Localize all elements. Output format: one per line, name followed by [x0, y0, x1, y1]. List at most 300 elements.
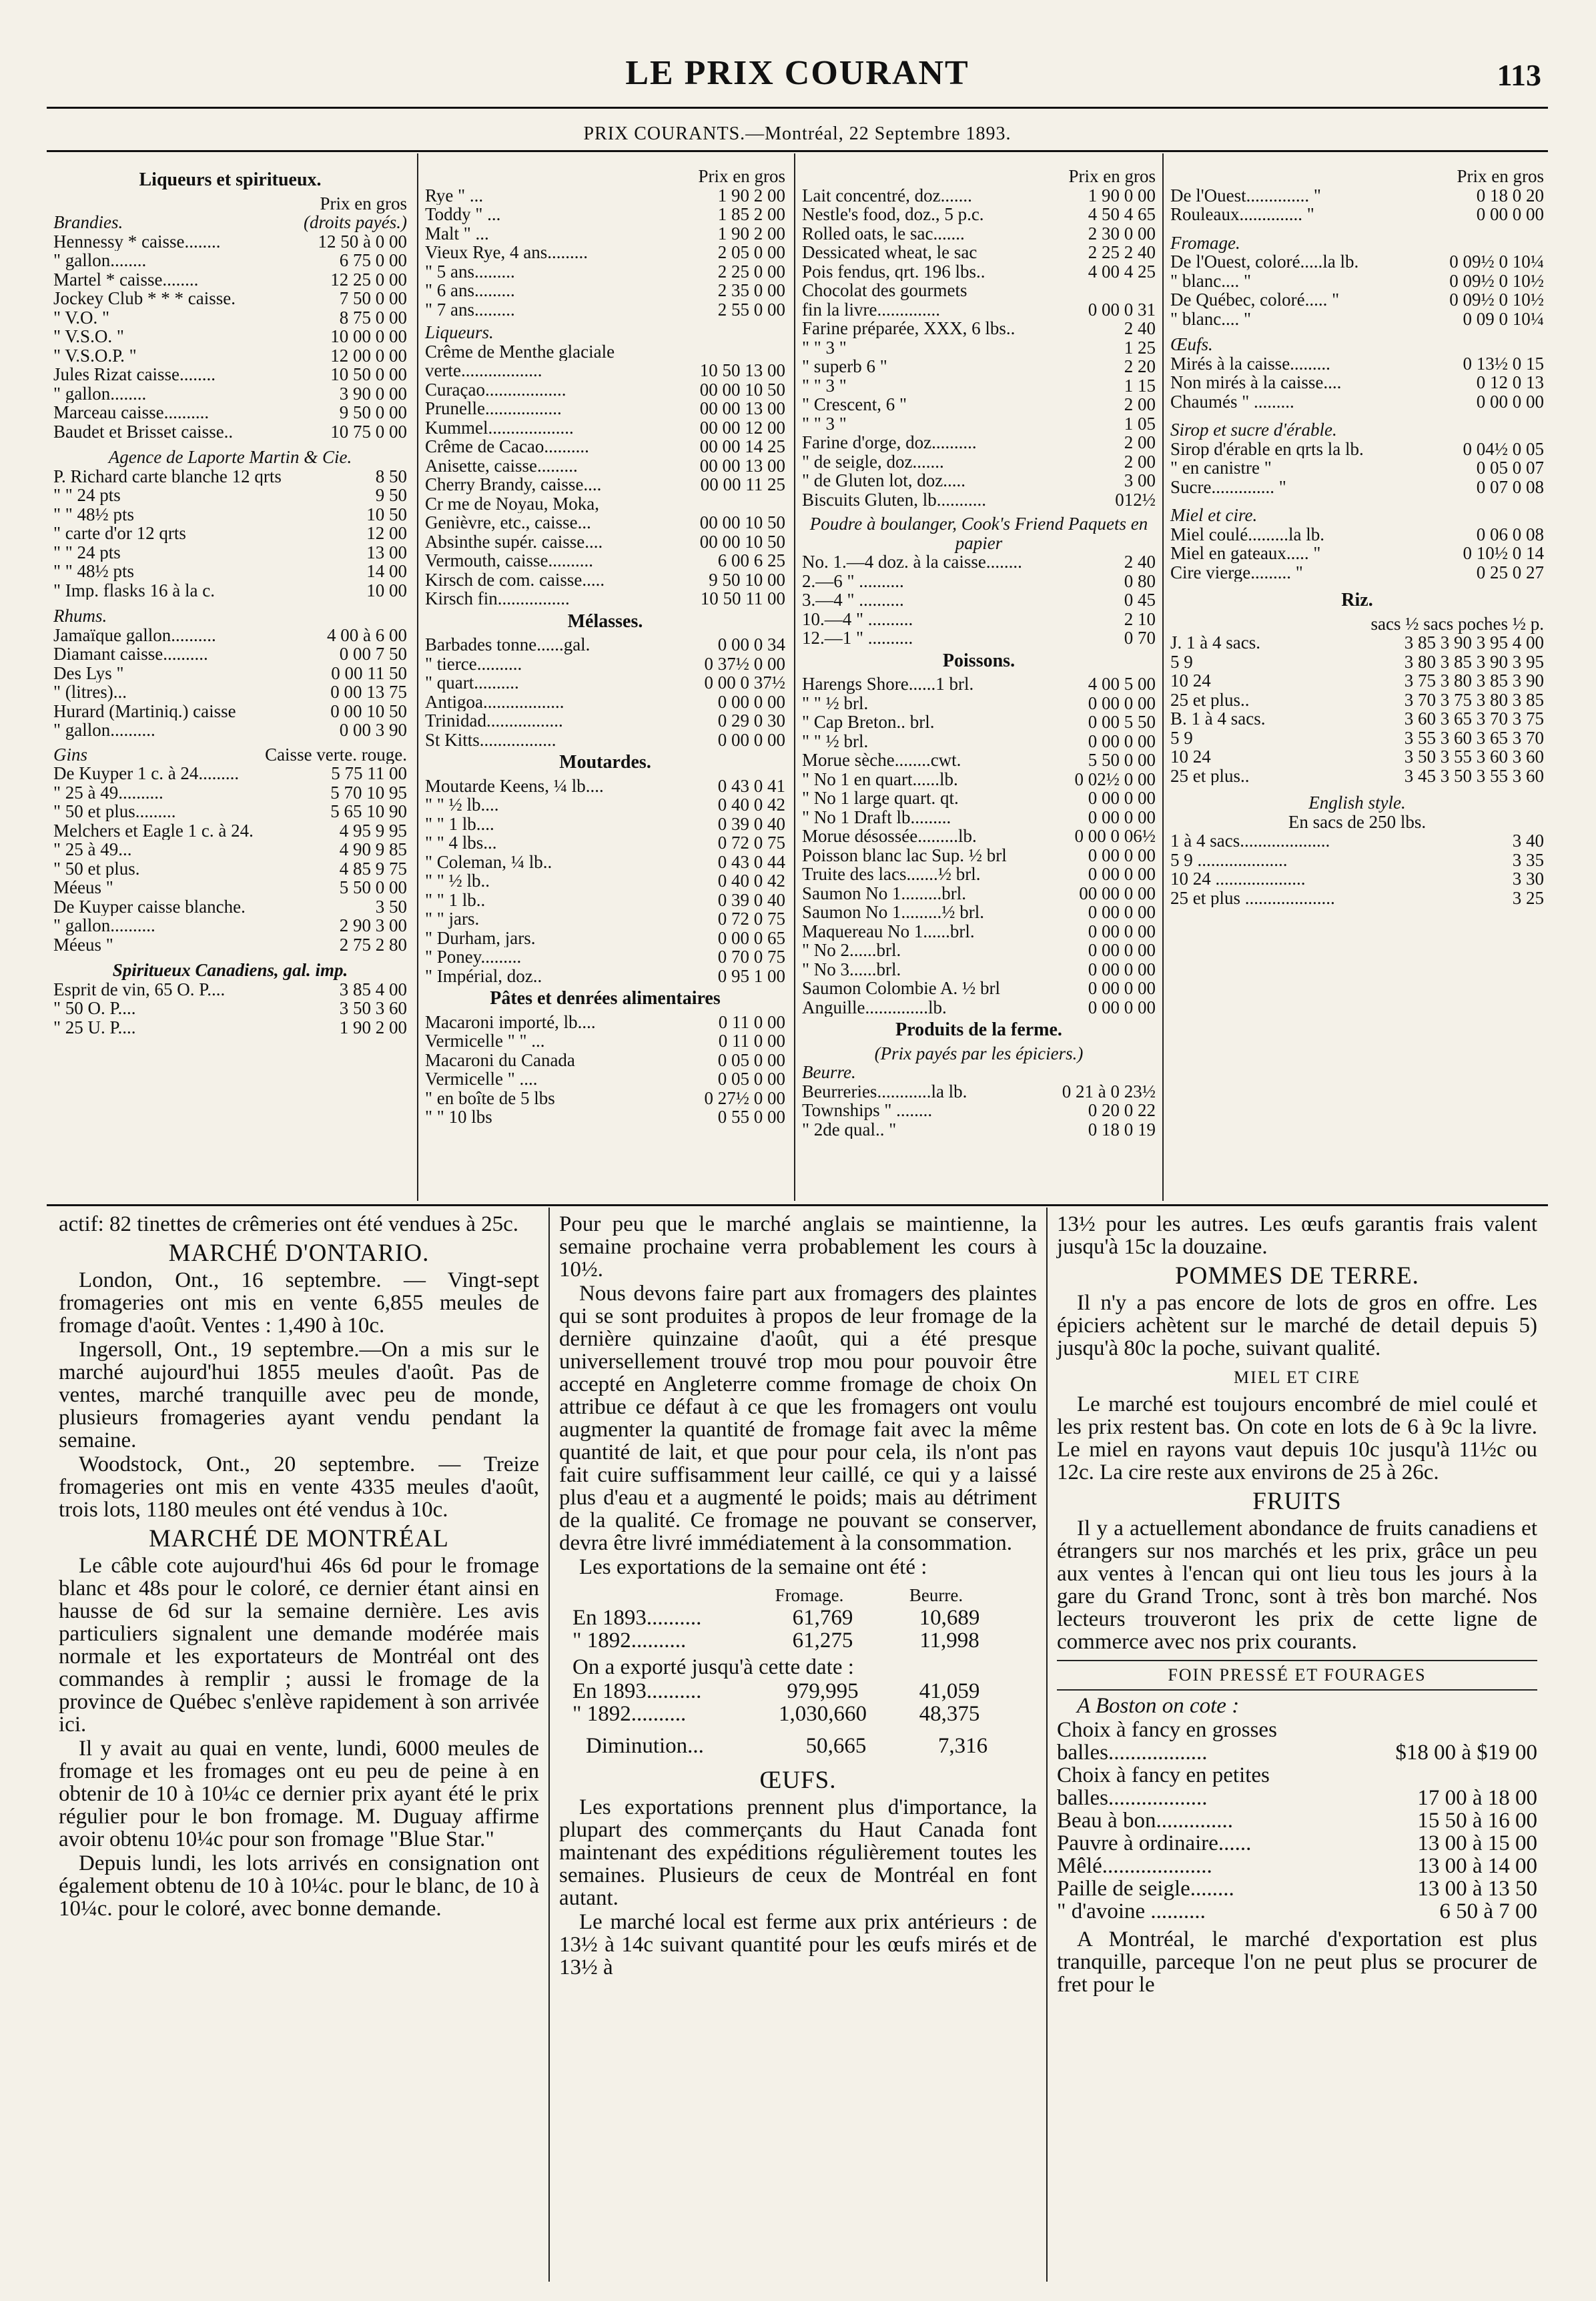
item-price: 3 75 3 80 3 85 3 90 — [1404, 671, 1544, 691]
price-row — [802, 846, 1156, 865]
price-row — [802, 979, 1156, 998]
item-price: 3 45 3 50 3 55 3 60 — [1404, 766, 1544, 785]
fruits-title: FRUITS — [1252, 1488, 1342, 1515]
foin-item: Mêlé.................... — [1057, 1854, 1212, 1878]
item-price: 2 05 0 00 — [717, 243, 785, 262]
boston-label: A Boston on cote : — [1077, 1694, 1240, 1718]
moutardes-list — [425, 777, 785, 986]
price-row — [53, 289, 407, 308]
item-name: " superb 6 " — [802, 357, 887, 376]
price-row — [1170, 851, 1544, 870]
item-price: 12 50 à 0 00 — [318, 232, 407, 251]
item-name: Jockey Club * * * caisse. — [53, 289, 236, 308]
pates-list — [425, 1013, 785, 1127]
item-name: Méeus " — [53, 935, 113, 954]
price-row — [53, 935, 407, 955]
item-name: Miel en gateaux..... " — [1170, 544, 1321, 563]
item-price: 10 75 0 00 — [330, 422, 407, 441]
epicerie-list — [802, 186, 1156, 510]
item-price: 5 70 10 95 — [330, 783, 407, 802]
item-price: 0 05 0 00 — [717, 1050, 785, 1069]
export-cell: 11,998 — [919, 1629, 979, 1653]
price-row — [425, 551, 785, 570]
item-name: " Cap Breton.. brl. — [802, 713, 935, 732]
price-row — [425, 635, 785, 654]
price-row — [1170, 525, 1544, 544]
item-price: 0 39 0 40 — [717, 890, 785, 909]
item-name: " Poney......... — [425, 947, 522, 967]
item-name: Malt " ... — [425, 223, 489, 243]
price-row — [802, 376, 1156, 396]
item-price: 10 50 11 00 — [700, 589, 785, 608]
page-number: 113 — [1497, 58, 1541, 92]
item-name: Kummel................... — [425, 418, 574, 437]
price-row — [1170, 633, 1544, 652]
item-name: Cherry Brandy, caisse.... — [425, 475, 602, 494]
price-row — [53, 916, 407, 935]
export-row — [559, 1703, 1037, 1725]
item-name: Melchers et Eagle 1 c. à 24. — [53, 821, 254, 840]
item-name: Anguille..............lb. — [802, 997, 947, 1017]
item-name: Chaumés " ......... — [1170, 392, 1294, 411]
item-name: " de seigle, doz....... — [802, 452, 944, 471]
price-row — [53, 384, 407, 404]
price-row — [53, 346, 407, 366]
item-price: 0 00 0 00 — [1088, 731, 1156, 751]
item-name: " 25 à 49... — [53, 840, 132, 859]
price-row — [802, 922, 1156, 941]
price-row — [425, 967, 785, 986]
price-row — [53, 702, 407, 721]
item-name: Biscuits Gluten, lb........... — [802, 490, 986, 509]
price-row — [53, 878, 407, 897]
riz-label: Riz. — [1341, 590, 1373, 610]
price-row — [53, 524, 407, 543]
item-price: 0 12 0 13 — [1476, 373, 1544, 392]
item-name: " tierce.......... — [425, 654, 522, 673]
item-price: 00 00 12 00 — [699, 418, 785, 437]
item-name: Kirsch fin................ — [425, 589, 570, 608]
fruits-p: Il y a actuellement abondance de fruits canadiens et étrangers sur nos marchés et les prix, grâce un peu aux ventes à l'encan qui ont lieu tous les jours à la gare du Grand Tronc, sont à très bon marché. Nos lecteurs trouveront les prix de cette ligne de commerce avec nos prix courants. — [1057, 1516, 1537, 1654]
foin-item: " d'avoine .......... — [1057, 1899, 1206, 1923]
item-price: 0 95 1 00 — [717, 966, 785, 985]
item-price: 0 00 0 00 — [1088, 845, 1156, 865]
column-divider — [1046, 1208, 1048, 2282]
item-price: 0 07 0 08 — [1476, 477, 1544, 496]
item-price: 0 13½ 0 15 — [1463, 354, 1544, 373]
price-row — [802, 998, 1156, 1017]
foin-row — [1057, 1719, 1537, 1741]
price-row — [425, 1051, 785, 1070]
foin-item: Pauvre à ordinaire...... — [1057, 1831, 1252, 1855]
section-title-liqueurs: Liqueurs et spiritueux. — [139, 169, 322, 190]
ontario-p2: Ingersoll, Ont., 19 septembre.—On a mis sur le marché aujourd'hui 1855 meules d'août. Pas de ventes, marché tranquille avec peu de monde, plusieurs fromageries ayant vendu pendant la semaine. — [59, 1338, 539, 1452]
price-row — [802, 694, 1156, 713]
item-name: Non mirés à la caisse.... — [1170, 373, 1342, 392]
price-row — [425, 437, 785, 456]
foin-row — [1057, 1787, 1537, 1809]
item-price: 3 85 4 00 — [339, 979, 407, 999]
miel-label: Miel et cire. — [1170, 505, 1258, 525]
price-header: Prix en gros — [320, 193, 407, 213]
item-price: 0 00 0 37½ — [704, 673, 785, 693]
beurre-list — [802, 1082, 1156, 1139]
brandies-header — [53, 213, 407, 232]
price-row — [802, 1101, 1156, 1120]
item-price: 2 00 — [1124, 452, 1156, 471]
riz-cols: sacs ½ sacs poches ½ p. — [1370, 613, 1544, 634]
price-row — [802, 960, 1156, 979]
item-name: Morue sèche........cwt. — [802, 751, 961, 770]
item-name: Beurreries............la lb. — [802, 1081, 967, 1101]
item-name: Farine d'orge, doz.......... — [802, 433, 977, 452]
item-price: 0 09 0 10¼ — [1463, 309, 1544, 328]
item-price: 2 30 0 00 — [1088, 223, 1156, 243]
miel-list — [1170, 525, 1544, 582]
price-row — [802, 865, 1156, 884]
item-name: " blanc.... " — [1170, 309, 1252, 328]
item-price: 10 50 0 00 — [330, 365, 407, 384]
item-price: 9 50 — [375, 486, 407, 505]
item-price: 0 00 5 50 — [1088, 713, 1156, 732]
item-name: " No 1 Draft lb......... — [802, 807, 951, 827]
c3-p0: 13½ pour les autres. Les œufs garantis frais valent jusqu'à 15c la douzaine. — [1057, 1212, 1537, 1259]
export-cell: 41,059 — [919, 1679, 980, 1703]
item-name: " " ½ lb.... — [425, 795, 499, 815]
item-price: 10 50 13 00 — [699, 361, 785, 380]
gins-label: Gins — [53, 745, 88, 764]
price-row — [1170, 440, 1544, 459]
item-price: 2 75 2 80 — [339, 935, 407, 954]
item-price: 1 90 0 00 — [1088, 185, 1156, 205]
foin-item: balles.................. — [1057, 1741, 1208, 1765]
item-price: 2 55 0 00 — [717, 300, 785, 319]
foin-row — [1057, 1764, 1537, 1787]
item-price: 10 50 — [366, 504, 407, 524]
price-row — [425, 833, 785, 853]
english-list — [1170, 831, 1544, 907]
fromage-label: Fromage. — [1170, 232, 1240, 253]
item-name: " No 1 large quart. qt. — [802, 789, 959, 808]
miel-p: Le marché est toujours encombré de miel coulé et les prix restent bas. On cote en lots de 6 à 9c la livre. Le miel en rayons vaut depuis 10c jusqu'à 11½c ou 12c. La cire reste aux environs de 25 à 26c. — [1057, 1392, 1537, 1484]
price-row — [425, 815, 785, 834]
spiritueux-label: Spiritueux Canadiens, gal. imp. — [112, 960, 348, 980]
item-name: 10 24 .................... — [1170, 869, 1306, 889]
item-price: 0 11 0 00 — [718, 1012, 785, 1031]
price-row — [802, 884, 1156, 903]
price-row — [425, 361, 785, 380]
item-name: " en canistre " — [1170, 458, 1272, 478]
item-price: 9 50 10 00 — [709, 570, 785, 589]
item-price: 7 50 0 00 — [339, 289, 407, 308]
price-row — [802, 827, 1156, 846]
item-price: 4 00 4 25 — [1088, 262, 1156, 281]
price-row — [802, 610, 1156, 629]
item-name: " " 10 lbs — [425, 1107, 492, 1127]
ontario-p3: Woodstock, Ont., 20 septembre. — Treize fromageries ont mis en vente 4335 meules d'août, trois lots, 1180 meules ont été vendus à 10c. — [59, 1452, 539, 1522]
price-row — [1170, 671, 1544, 691]
item-name: De Kuyper caisse blanche. — [53, 897, 246, 916]
item-name: " gallon.......... — [53, 916, 155, 935]
item-price: 12 00 0 00 — [330, 346, 407, 365]
price-row — [425, 871, 785, 891]
item-price: 10 00 — [366, 580, 407, 600]
item-price: 00 00 11 25 — [700, 475, 785, 494]
item-price: 0 25 0 27 — [1476, 562, 1544, 582]
item-price: 0 11 0 00 — [718, 1031, 785, 1051]
price-row — [425, 186, 785, 205]
liqueurs-label: Liqueurs. — [425, 322, 494, 342]
foin-row — [1057, 1877, 1537, 1900]
item-price: 0 21 à 0 23½ — [1062, 1081, 1156, 1101]
item-price: 0 70 — [1124, 628, 1156, 648]
item-name: verte.................. — [425, 361, 542, 380]
item-name: Trinidad................. — [425, 711, 563, 731]
export-cell: " 1892.......... — [572, 1629, 687, 1653]
item-price: 0 05 0 07 — [1476, 458, 1544, 478]
item-price: 1 15 — [1124, 376, 1156, 395]
item-name: Sirop d'érable en qrts la lb. — [1170, 439, 1364, 458]
item-name: Absinthe supér. caisse.... — [425, 532, 603, 551]
price-row — [1170, 392, 1544, 412]
item-price: 0 00 0 00 — [717, 692, 785, 711]
item-name: 12.—1 " .......... — [802, 628, 913, 648]
price-row — [53, 308, 407, 328]
item-name: " 50 O. P.... — [53, 999, 136, 1018]
item-price: 0 39 0 40 — [717, 814, 785, 833]
item-name: Dessicated wheat, le sac — [802, 243, 977, 262]
item-name: 10 24 — [1170, 747, 1211, 767]
pommes-p: Il n'y a pas encore de lots de gros en offre. Les épiciers achètent sur le marché de detail depuis 5) jusqu'à 80c la poche, suivant qualité. — [1057, 1291, 1537, 1360]
price-row — [425, 205, 785, 224]
prices-subtitle: PRIX COURANTS.—Montréal, 22 Septembre 1893. — [583, 123, 1012, 144]
price-row — [802, 628, 1156, 648]
foin-price: 17 00 à 18 00 — [1417, 1786, 1537, 1810]
item-price: 0 00 0 00 — [717, 730, 785, 749]
poissons-label: Poissons. — [942, 650, 1016, 671]
ontario-p1: London, Ont., 16 septembre. — Vingt-sept fromageries ont mis en vente 6,855 meules de fromage d'août. Ventes : 1,490 à 10c. — [59, 1268, 539, 1338]
item-name: " No 1 en quart......lb. — [802, 769, 958, 789]
item-name: " " 24 pts — [53, 486, 121, 505]
item-price: 0 40 0 42 — [717, 795, 785, 815]
gins-list — [53, 764, 407, 954]
export-cell: 979,995 — [787, 1679, 859, 1703]
price-row — [802, 1120, 1156, 1139]
item-name: Baudet et Brisset caisse.. — [53, 422, 234, 441]
item-name: Hennessy * caisse........ — [53, 232, 221, 251]
item-price: 3 30 — [1512, 869, 1544, 889]
item-price: 2 20 — [1124, 357, 1156, 376]
column-divider — [548, 1208, 550, 2282]
item-name: " 50 et plus. — [53, 859, 140, 878]
price-row — [1170, 310, 1544, 329]
price-row — [1170, 869, 1544, 889]
item-name: " " ½ lb.. — [425, 871, 490, 891]
price-row — [425, 947, 785, 967]
item-name: Diamant caisse.......... — [53, 644, 208, 664]
item-name: Crême de Menthe glaciale — [425, 342, 615, 361]
price-row — [53, 543, 407, 562]
item-name: Hurard (Martiniq.) caisse — [53, 701, 236, 721]
item-price: 0 09½ 0 10½ — [1449, 271, 1544, 290]
brandies-label: Brandies. — [53, 213, 123, 232]
price-row — [53, 581, 407, 600]
item-price: 3 80 3 85 3 90 3 95 — [1404, 652, 1544, 671]
item-price: 2 25 0 00 — [717, 262, 785, 281]
column-divider — [417, 153, 418, 1201]
item-name: " " jars. — [425, 909, 480, 929]
item-name: " gallon........ — [53, 384, 147, 403]
price-column-3 — [802, 167, 1156, 1139]
item-name: " V.S.O. " — [53, 327, 124, 346]
item-name: 5 9 — [1170, 652, 1193, 671]
item-name: 25 et plus .................... — [1170, 888, 1335, 907]
produits-label: Produits de la ferme. — [895, 1019, 1062, 1040]
item-price: 012½ — [1115, 490, 1156, 509]
article-column-1 — [59, 1213, 539, 1921]
export-cell: 61,769 — [792, 1606, 853, 1630]
item-name: Martel * caisse........ — [53, 270, 199, 289]
price-row — [802, 471, 1156, 490]
c2-p1: Pour peu que le marché anglais se maintienne, la semaine prochaine verra probablement les cours à 10½. — [559, 1212, 1037, 1282]
price-row — [53, 802, 407, 821]
price-row — [425, 570, 785, 590]
english-label: English style. — [1308, 793, 1406, 813]
article-column-2 — [559, 1213, 1037, 1980]
foin-list — [1057, 1719, 1537, 1923]
item-price: 0 80 — [1124, 571, 1156, 590]
foin-price: 15 50 à 16 00 — [1417, 1809, 1537, 1833]
agence-label: Agence de Laporte Martin & Cie. — [108, 447, 352, 467]
item-price: 3 55 3 60 3 65 3 70 — [1404, 728, 1544, 747]
price-row — [425, 693, 785, 712]
item-price: 0 18 0 20 — [1476, 185, 1544, 205]
item-name: " " 48½ pts — [53, 504, 135, 524]
price-row — [1170, 544, 1544, 563]
item-price: 4 85 9 75 — [339, 859, 407, 878]
item-name: St Kitts................. — [425, 730, 556, 749]
fromage-list — [1170, 252, 1544, 328]
price-row — [802, 751, 1156, 770]
item-price: 0 06 0 08 — [1476, 524, 1544, 544]
item-price: 2 90 3 00 — [339, 916, 407, 935]
item-name: " 25 U. P.... — [53, 1017, 136, 1037]
item-name: Cr me de Noyau, Moka, — [425, 494, 599, 513]
item-price: 0 00 0 00 — [1476, 392, 1544, 411]
item-price: 0 43 0 44 — [717, 852, 785, 871]
item-price: 0 00 7 50 — [339, 644, 407, 664]
price-row — [1170, 889, 1544, 908]
price-row — [802, 789, 1156, 808]
item-name: " 5 ans......... — [425, 262, 515, 281]
item-name: " carte d'or 12 qrts — [53, 524, 186, 543]
price-row — [802, 433, 1156, 452]
column-divider — [1162, 153, 1164, 1201]
item-name: " No 3......brl. — [802, 959, 901, 979]
item-price: 3 60 3 65 3 70 3 75 — [1404, 709, 1544, 729]
item-name: Truite des lacs.......½ brl. — [802, 865, 981, 884]
foin-row — [1057, 1809, 1537, 1832]
foin-item: Paille de seigle........ — [1057, 1877, 1234, 1901]
item-name: " de Gluten lot, doz..... — [802, 471, 965, 490]
price-row — [53, 721, 407, 740]
foin-row — [1057, 1741, 1537, 1764]
item-name: Des Lys " — [53, 663, 124, 682]
price-row — [1170, 186, 1544, 205]
price-row — [53, 664, 407, 683]
item-price: 0 10½ 0 14 — [1463, 544, 1544, 563]
item-price: 3 50 — [375, 897, 407, 916]
item-name: " " 3 " — [802, 338, 847, 357]
item-name: No. 1.—4 doz. à la caisse........ — [802, 552, 1022, 572]
oeufs-title: ŒUFS. — [759, 1767, 837, 1794]
item-price: 00 00 0 00 — [1079, 883, 1156, 903]
item-name: " " 1 lb.... — [425, 814, 494, 833]
agence-list — [53, 467, 407, 600]
item-name: Moutarde Keens, ¼ lb.... — [425, 776, 604, 795]
montreal-p1: Le câble cote aujourd'hui 46s 6d pour le fromage blanc et 48s pour le coloré, ce dernier étant ainsi en hausse de 6d sur la semaine dernière. Les avis particuliers signalent une demande modérée mais normale et les exportateurs de Montréal ont des commandes à remplir ; aussi le fromage de la province de Québec s'enlève rapidement à son arrivée ici. — [59, 1554, 539, 1737]
item-price: 00 00 13 00 — [699, 399, 785, 418]
item-name: De l'Ouest, coloré.....la lb. — [1170, 252, 1359, 272]
item-price: 2 00 — [1124, 433, 1156, 452]
item-price: 13 00 — [366, 542, 407, 562]
price-row — [425, 380, 785, 400]
price-row — [53, 644, 407, 664]
item-price: 1 90 2 00 — [717, 223, 785, 243]
item-name: " " 1 lb.. — [425, 890, 486, 909]
page-title: LE PRIX COURANT — [625, 54, 969, 92]
item-name: " " 24 pts — [53, 542, 121, 562]
price-row — [425, 1107, 785, 1127]
item-name: Sucre.............. " — [1170, 477, 1286, 496]
item-price: 2 40 — [1124, 319, 1156, 338]
item-price: 3 35 — [1512, 850, 1544, 869]
price-row — [53, 505, 407, 524]
article-column-3 — [1057, 1213, 1537, 1997]
whisky-list — [425, 186, 785, 320]
item-price: 0 70 0 75 — [717, 947, 785, 967]
exports-table-total — [559, 1680, 1037, 1725]
price-row — [425, 711, 785, 731]
item-name: " Durham, jars. — [425, 928, 536, 947]
item-price: 0 45 — [1124, 590, 1156, 610]
export-cell: 48,375 — [919, 1702, 980, 1726]
item-price: 0 20 0 22 — [1088, 1101, 1156, 1120]
price-row — [802, 572, 1156, 591]
intro-text: actif: 82 tinettes de crêmeries ont été vendues à 25c. — [59, 1212, 519, 1236]
item-name: 10.—4 " .......... — [802, 609, 913, 628]
beurre-ouest-list — [1170, 186, 1544, 224]
item-price — [1152, 281, 1156, 300]
price-row — [425, 532, 785, 552]
item-name: " " 3 " — [802, 414, 847, 433]
item-price: 0 02½ 0 00 — [1074, 769, 1156, 789]
price-row — [53, 562, 407, 581]
item-price: 2 00 — [1124, 395, 1156, 414]
item-name: " 25 à 49.......... — [53, 783, 163, 802]
item-name: Macaroni du Canada — [425, 1050, 575, 1069]
item-name: 25 et plus.. — [1170, 766, 1250, 785]
item-name: P. Richard carte blanche 12 qrts — [53, 466, 282, 486]
price-row — [802, 808, 1156, 827]
item-name: Vermicelle " .... — [425, 1069, 538, 1089]
item-price: 2 25 2 40 — [1088, 243, 1156, 262]
item-name: " No 2......brl. — [802, 941, 901, 960]
price-row — [53, 327, 407, 346]
foin-item: Beau à bon.............. — [1057, 1809, 1233, 1833]
ontario-title: MARCHÉ D'ONTARIO. — [168, 1240, 430, 1267]
section-rule — [47, 1204, 1548, 1206]
